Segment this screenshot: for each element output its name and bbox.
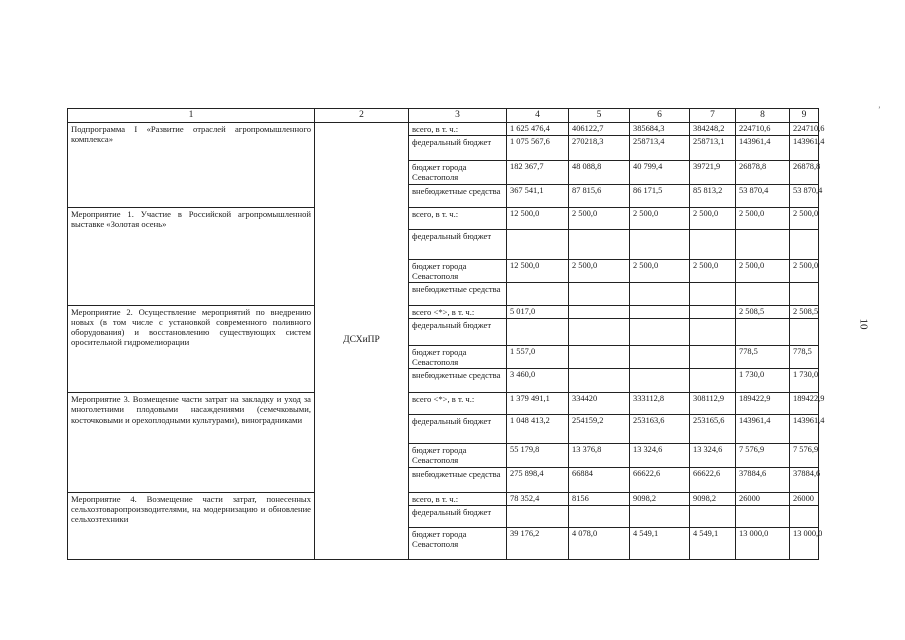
value-cell xyxy=(569,505,630,527)
value-cell: 85 813,2 xyxy=(690,184,736,207)
table-row xyxy=(68,492,819,505)
margin-mark: ’ xyxy=(878,105,881,114)
value-cell: 4 078,0 xyxy=(569,527,630,559)
value-cell xyxy=(736,282,790,305)
value-cell: 87 815,6 xyxy=(569,184,630,207)
funding-source: бюджет города Севастополя xyxy=(409,161,507,184)
value-cell xyxy=(569,319,630,346)
value-cell xyxy=(690,346,736,369)
value-cell xyxy=(690,305,736,318)
value-cell xyxy=(736,319,790,346)
header-cell: 1 xyxy=(68,109,315,123)
header-cell: 7 xyxy=(690,109,736,123)
value-cell: 1 075 567,6 xyxy=(507,136,569,161)
value-cell xyxy=(630,319,690,346)
funding-source: внебюджетные средства xyxy=(409,184,507,207)
funding-source: всего <*>, в т. ч.: xyxy=(409,305,507,318)
value-cell: 13 324,6 xyxy=(690,444,736,467)
value-cell: 2 500,0 xyxy=(790,207,819,229)
value-cell: 1 048 413,2 xyxy=(507,415,569,444)
header-cell: 6 xyxy=(630,109,690,123)
value-cell: 2 500,0 xyxy=(569,259,630,282)
value-cell xyxy=(569,229,630,259)
value-cell: 13 000,0 xyxy=(736,527,790,559)
header-cell: 2 xyxy=(315,109,409,123)
value-cell xyxy=(790,282,819,305)
value-cell: 367 541,1 xyxy=(507,184,569,207)
value-cell: 2 500,0 xyxy=(736,207,790,229)
value-cell: 1 625 476,4 xyxy=(507,123,569,136)
measure-name: Мероприятие 3. Возмещение части затрат на закладку и уход за многолетними плодовыми насаждениями (семечковыми, косточковыми и орехоплодными культурами), виноградниками xyxy=(68,393,315,492)
measure-name: Подпрограмма I «Развитие отраслей агропромышленного комплекса» xyxy=(68,123,315,207)
value-cell: 385684,3 xyxy=(630,123,690,136)
funding-source: федеральный бюджет xyxy=(409,319,507,346)
value-cell xyxy=(690,282,736,305)
value-cell: 2 500,0 xyxy=(569,207,630,229)
value-cell xyxy=(569,305,630,318)
value-cell: 308112,9 xyxy=(690,393,736,415)
funding-source: всего, в т. ч.: xyxy=(409,123,507,136)
funding-source: всего, в т. ч.: xyxy=(409,207,507,229)
funding-source: бюджет города Севастополя xyxy=(409,259,507,282)
value-cell: 26878,8 xyxy=(736,161,790,184)
value-cell: 275 898,4 xyxy=(507,467,569,492)
funding-source: всего, в т. ч.: xyxy=(409,492,507,505)
value-cell: 86 171,5 xyxy=(630,184,690,207)
value-cell: 253163,6 xyxy=(630,415,690,444)
table-row xyxy=(68,393,819,415)
value-cell: 9098,2 xyxy=(690,492,736,505)
value-cell: 254159,2 xyxy=(569,415,630,444)
value-cell xyxy=(690,229,736,259)
value-cell: 406122,7 xyxy=(569,123,630,136)
value-cell: 778,5 xyxy=(736,346,790,369)
value-cell: 37884,6 xyxy=(790,467,819,492)
value-cell: 13 000,0 xyxy=(790,527,819,559)
value-cell: 13 376,8 xyxy=(569,444,630,467)
value-cell: 2 500,0 xyxy=(790,259,819,282)
value-cell xyxy=(507,505,569,527)
funding-source: всего <*>, в т. ч.: xyxy=(409,393,507,415)
funding-source: внебюджетные средства xyxy=(409,369,507,393)
measure-name: Мероприятие 1. Участие в Российской агропромышленной выставке «Золотая осень» xyxy=(68,207,315,305)
table-body xyxy=(68,109,825,560)
header-cell: 5 xyxy=(569,109,630,123)
value-cell: 2 508,5 xyxy=(736,305,790,318)
value-cell: 13 324,6 xyxy=(630,444,690,467)
value-cell: 4 549,1 xyxy=(690,527,736,559)
value-cell xyxy=(630,505,690,527)
value-cell: 53 870,4 xyxy=(790,184,819,207)
value-cell: 26000 xyxy=(790,492,819,505)
value-cell xyxy=(630,369,690,393)
value-cell: 182 367,7 xyxy=(507,161,569,184)
header-cell: 8 xyxy=(736,109,790,123)
value-cell: 39721,9 xyxy=(690,161,736,184)
value-cell: 7 576,9 xyxy=(790,444,819,467)
value-cell: 143961,4 xyxy=(790,136,819,161)
value-cell: 37884,6 xyxy=(736,467,790,492)
value-cell: 189422,9 xyxy=(736,393,790,415)
value-cell: 1 730,0 xyxy=(736,369,790,393)
value-cell xyxy=(630,282,690,305)
funding-source: федеральный бюджет xyxy=(409,136,507,161)
value-cell: 270218,3 xyxy=(569,136,630,161)
funding-source: бюджет города Севастополя xyxy=(409,527,507,559)
value-cell: 39 176,2 xyxy=(507,527,569,559)
value-cell: 48 088,8 xyxy=(569,161,630,184)
value-cell: 384248,2 xyxy=(690,123,736,136)
value-cell: 26878,8 xyxy=(790,161,819,184)
value-cell xyxy=(569,369,630,393)
page-number: 10 xyxy=(857,318,870,330)
value-cell xyxy=(790,505,819,527)
value-cell xyxy=(690,369,736,393)
value-cell xyxy=(630,346,690,369)
value-cell: 66622,6 xyxy=(690,467,736,492)
value-cell: 4 549,1 xyxy=(630,527,690,559)
value-cell: 189422,9 xyxy=(790,393,819,415)
value-cell xyxy=(690,319,736,346)
value-cell xyxy=(630,305,690,318)
value-cell xyxy=(569,282,630,305)
header-cell: 9 xyxy=(790,109,819,123)
value-cell: 40 799,4 xyxy=(630,161,690,184)
value-cell: 66622,6 xyxy=(630,467,690,492)
funding-source: федеральный бюджет xyxy=(409,229,507,259)
value-cell: 12 500,0 xyxy=(507,207,569,229)
value-cell xyxy=(507,319,569,346)
value-cell xyxy=(790,229,819,259)
table-row xyxy=(68,305,819,318)
value-cell: 53 870,4 xyxy=(736,184,790,207)
funding-source: внебюджетные средства xyxy=(409,282,507,305)
value-cell: 224710,6 xyxy=(736,123,790,136)
value-cell: 143961,4 xyxy=(736,136,790,161)
value-cell: 2 500,0 xyxy=(690,259,736,282)
funding-source: внебюджетные средства xyxy=(409,467,507,492)
value-cell: 66884 xyxy=(569,467,630,492)
table-row xyxy=(68,123,819,136)
value-cell: 1 730,0 xyxy=(790,369,819,393)
measure-name: Мероприятие 4. Возмещение части затрат, понесенных сельхозтоваропроизводителями, на модернизацию и обновление сельхозтехники xyxy=(68,492,315,559)
value-cell xyxy=(736,505,790,527)
value-cell xyxy=(790,319,819,346)
value-cell: 2 500,0 xyxy=(736,259,790,282)
value-cell: 258713,1 xyxy=(690,136,736,161)
header-cell: 3 xyxy=(409,109,507,123)
value-cell: 78 352,4 xyxy=(507,492,569,505)
value-cell: 2 500,0 xyxy=(690,207,736,229)
value-cell: 1 557,0 xyxy=(507,346,569,369)
value-cell: 333112,8 xyxy=(630,393,690,415)
value-cell: 1 379 491,1 xyxy=(507,393,569,415)
budget-table xyxy=(67,108,825,560)
value-cell: 2 508,5 xyxy=(790,305,819,318)
value-cell: 253165,6 xyxy=(690,415,736,444)
funding-source: бюджет города Севастополя xyxy=(409,346,507,369)
value-cell: 778,5 xyxy=(790,346,819,369)
table-row xyxy=(68,207,819,229)
value-cell: 12 500,0 xyxy=(507,259,569,282)
value-cell xyxy=(630,229,690,259)
value-cell: 143961,4 xyxy=(790,415,819,444)
value-cell xyxy=(690,505,736,527)
value-cell: 9098,2 xyxy=(630,492,690,505)
value-cell: 5 017,0 xyxy=(507,305,569,318)
funding-source: федеральный бюджет xyxy=(409,415,507,444)
measure-name: Мероприятие 2. Осуществление мероприятий по внедрению новых (в том числе с установкой современного поливного оборудования) и восстановлению существующих систем оросительной гидромелиорации xyxy=(68,305,315,392)
executor-cell: ДСХиПР xyxy=(315,123,409,560)
value-cell: 2 500,0 xyxy=(630,207,690,229)
value-cell: 7 576,9 xyxy=(736,444,790,467)
value-cell: 55 179,8 xyxy=(507,444,569,467)
value-cell: 2 500,0 xyxy=(630,259,690,282)
value-cell: 224710,6 xyxy=(790,123,819,136)
value-cell: 8156 xyxy=(569,492,630,505)
header-cell: 4 xyxy=(507,109,569,123)
funding-source: бюджет города Севастополя xyxy=(409,444,507,467)
value-cell: 334420 xyxy=(569,393,630,415)
header-row xyxy=(68,109,819,123)
value-cell xyxy=(736,229,790,259)
value-cell xyxy=(507,229,569,259)
funding-source: федеральный бюджет xyxy=(409,505,507,527)
value-cell xyxy=(569,346,630,369)
value-cell xyxy=(507,282,569,305)
value-cell: 143961,4 xyxy=(736,415,790,444)
value-cell: 258713,4 xyxy=(630,136,690,161)
value-cell: 3 460,0 xyxy=(507,369,569,393)
value-cell: 26000 xyxy=(736,492,790,505)
